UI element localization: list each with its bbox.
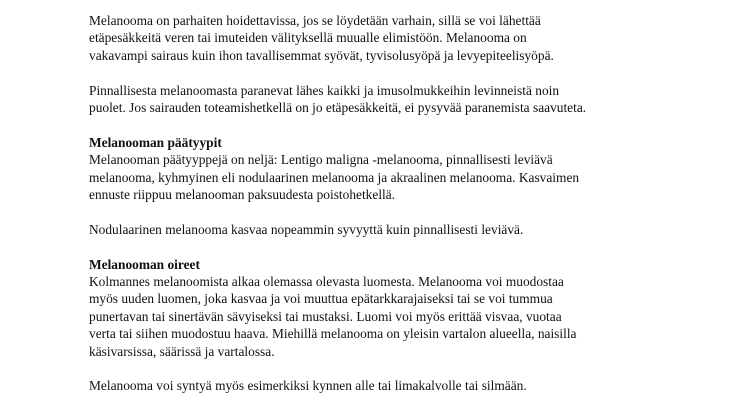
symptoms-heading: Melanooman oireet [89,256,200,272]
document-body [89,12,729,412]
prognosis-paragraph: Pinnallisesta melanoomasta paranevat lähes kaikki ja imusolmukkeihin levinneistä noin puolet. Jos sairauden toteamishetkellä on jo etäpesäkkeitä, ei pysyvää paranemista saavuteta. [89,82,587,116]
main-types-paragraph: Melanooman päätyyppejä on neljä: Lentigo maligna -melanooma, pinnallisesti leviävä melanooma, kyhmyinen eli nodulaarinen melanooma ja akraalinen melanooma. Kasvaimen ennuste riippuu melanooman paksuudesta poistohetkellä. [89,152,580,203]
nodular-paragraph: Nodulaarinen melanooma kasvaa nopeammin syvyyttä kuin pinnallisesti leviävä. [89,221,524,237]
other-sites-paragraph: Melanooma voi syntyä myös esimerkiksi kynnen alle tai limakalvolle tai silmään. [89,378,527,394]
main-types-heading: Melanooman päätyypit [89,134,222,150]
intro-paragraph: Melanooma on parhaiten hoidettavissa, jos se löydetään varhain, sillä se voi lähettää etäpesäkkeitä veren tai imuteiden välityksellä muualle elimistöön. Melanooma on vakavampi sairaus kuin ihon tavallisemmat syövät, tyvisolusyöpä ja levyepiteelisyöpä. [89,13,554,63]
symptoms-paragraph: Kolmannes melanoomista alkaa olemassa olevasta luomesta. Melanooma voi muodostaa myös uuden luomen, joka kasvaa ja voi muuttua epätarkkarajaiseksi tai se voi tummua punertavan tai sinertävän sävyiseksi tai mustaksi. Luomi voi myös erittää visvaa, vuotaa verta tai siihen muodostuu haava. Miehillä melanooma on yleisin vartalon alueella, naisilla käsivarsissa, säärissä ja vartalossa. [89,274,577,359]
